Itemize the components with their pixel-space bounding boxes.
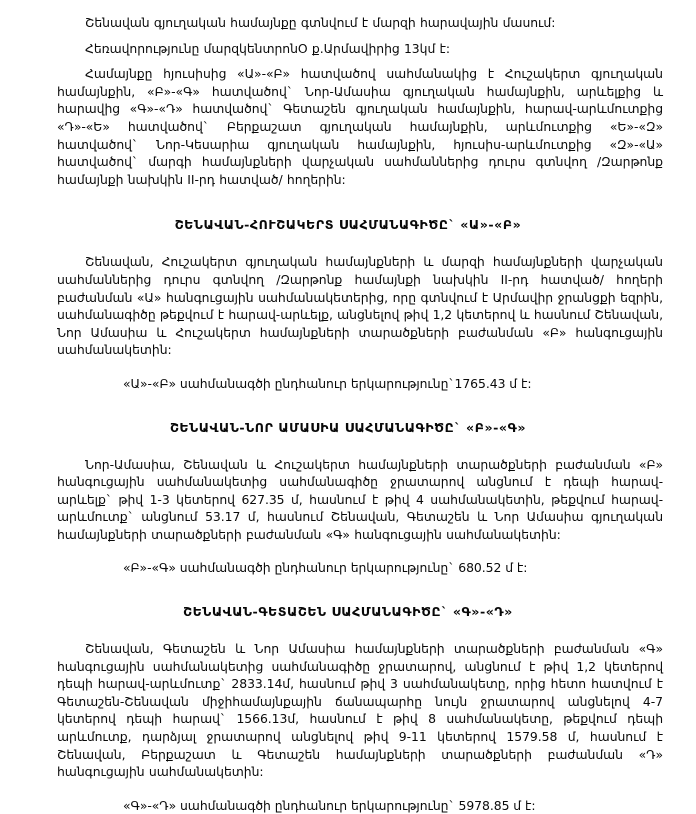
spacer — [28, 233, 668, 253]
spacer — [28, 620, 668, 640]
spacer — [28, 545, 668, 559]
paragraph-distance-to-center: Հեռավորությունը մարզկենտրոնՕ ք.Արմավիրից 13կմ է: — [85, 40, 450, 56]
paragraph-neighboring-communities: Համայնքը հյուսիսից «Ա»-«Բ» հատվածով սահմանակից է Հուշակերտ գյուղական համայնքին, «Բ»-«Գ» հատվածով` Նոր-Ամասիա գյուղական համայնքին, արևելքից և հարավից «Գ»-«Դ» հատվածով` Գետաշեն գյուղական համայնքին, հարավ-արևմուտքից «Դ»-«Ե» հատվածով` Բերքաշատ գյուղական համայնքին, արևմուտքից «Ե»-«Զ» հատվածով` Նոր-Կեսարիա գյուղական համայնքին, հյուսիս-արևմուտքից «Զ»-«Ա» հատվածով` մարգի համայնքների վարչական սահմաններից դուրս գտնվող /Զարթոնք համայնքի նախկին II-րդ հատված/ հողերին: — [57, 66, 663, 187]
heading-shenavan-nor-amasia: ՇԵՆԱՎԱՆ-ՆՈՐ ԱՄԱՍԻԱ ՍԱՀՄԱՆԱԳԻԾԸ` «Բ»-«Գ» — [169, 419, 527, 435]
spacer — [28, 783, 668, 797]
summary-length-b-g: «Բ»-«Գ» սահմանագծի ընդհանուր երկարությունը` 680.52 մ է: — [123, 560, 528, 576]
spacer — [28, 190, 668, 216]
spacer — [28, 393, 668, 419]
spacer — [28, 436, 668, 456]
paragraph-intro-location: Շենավան գյուղական համայնքը գտնվում է մարզի հարավային մասում: — [85, 15, 556, 30]
spacer — [28, 361, 668, 375]
heading-shenavan-hushakert: ՇԵՆԱՎԱՆ-ՀՈՒՇԱԿԵՐՏ ՍԱՀՄԱՆԱԳԻԾԸ` «Ա»-«Բ» — [174, 217, 522, 233]
summary-length-g-d: «Գ»-«Դ» սահմանագծի ընդհանուր երկարությունը` 5978.85 մ է: — [123, 797, 536, 813]
paragraph-section-b-g-description: Նոր-Ամասիա, Շենավան և Հուշակերտ համայնքների տարածքների բաժանման «Բ» հանգուցային սահմանակետից սահմանագիծը ջրատարով անցնում է դեպի հարավ-արևելք` թիվ 1-3 կետերով 627.35 մ, հասնում է թիվ 4 սահմանակետին, թեքվում հարավ-արևմուտք` անցնում 53.17 մ, հասնում Շենավան, Գետաշեն և Նոր Ամասիա գյուղական համայնքների տարածքների բաժանման «Գ» հանգուցային սահմանակետին: — [57, 456, 663, 542]
paragraph-section-a-b-description: Շենավան, Հուշակերտ գյուղական համայնքների և մարզի համայնքների վարչական սահմաններից դուրս գտնվող /Զարթոնք համայնքի նախկին II-րդ հատված/ հողերի բաժանման «Ա» հանգուցային սահմանակետերից, որը գտնվում է Արմավիր ջրանցքի եզրին, սահմանագիծը թեքվում է հարավ-արևելք, անցնելով թիվ 1,2 կետերով և հասնում Շենավան, Նոր Ամասիա և Հուշակերտ համայնքների տարածքների բաժանման «Բ» հանգուցային սահմանակետին: — [57, 254, 663, 358]
heading-shenavan-getashen: ՇԵՆԱՎԱՆ-ԳԵՏԱՇԵՆ ՍԱՀՄԱՆԱԳԻԾԸ` «Գ»-«Դ» — [183, 604, 513, 620]
spacer — [28, 577, 668, 603]
paragraph-section-g-d-description: Շենավան, Գետաշեն և Նոր Ամասիա համայնքների տարածքների բաժանման «Գ» հանգուցային սահմանակետից սահմանագիծը ջրատարով, անցնում է թիվ 1,2 կետերով դեպի հարավ-արևմուտք` 2833.14մ, հասնում թիվ 3 սահմանակետը, որից հետո հատվում է Գետաշեն-Շենավան միջիհամայնքային ճանապարհը նույն ջրատարով անցնելով 4-7 կետերով դեպի հարավ` 1566.13մ, հասնում է թիվ 8 սահմանակետը, թեքվում դեպի արևմուտք, դարձյալ ջրատարով անցնելով թիվ 9-11 կետերով 1579.58 մ, հասնում է Շենավան, Բերքաշատ և Գետաշեն համայնքների տարածքների բաժանման «Դ» հանգուցային սահմանակետին: — [57, 641, 663, 780]
summary-length-a-b: «Ա»-«Բ» սահմանագծի ընդհանուր երկարությունը`1765.43 մ է: — [123, 375, 532, 391]
